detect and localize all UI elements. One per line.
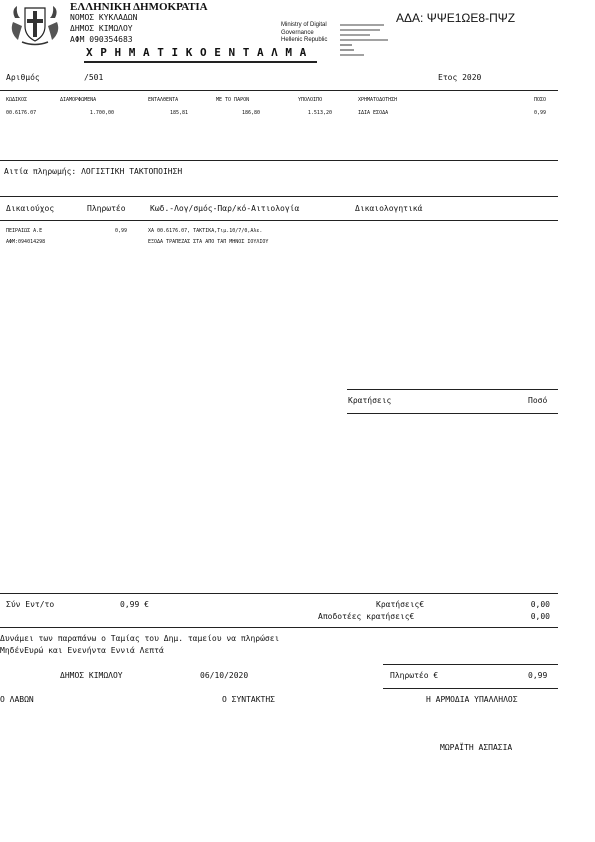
- beneficiary-col-documents: Δικαιολογητικά: [355, 204, 423, 213]
- footer-place: ΔΗΜΟΣ ΚΙΜΩΛΟΥ: [60, 671, 123, 680]
- budget-cell-with-present: 186,80: [241, 110, 260, 116]
- deductions-total-value: 0,00: [530, 600, 550, 609]
- coat-of-arms-emblem: [8, 2, 62, 46]
- number-label: Αριθμός: [6, 73, 40, 82]
- stamp-line-3: Hellenic Republic: [281, 37, 328, 43]
- republic-title: ΕΛΛΗΝΙΚΗ ΔΗΜΟΚΡΑΤΙΑ: [70, 1, 208, 13]
- budget-col-formed: ΔΙΑΜΟΡΦΩΜΕΝΑ: [60, 97, 97, 103]
- deductions-label: Κρατήσεις: [348, 396, 392, 405]
- document-title: Χ Ρ Η Μ Α Τ Ι Κ Ο Ε Ν Τ Α Λ Μ Α: [86, 46, 307, 59]
- budget-col-code: ΚΩΔΙΚΟΣ: [6, 97, 28, 103]
- prefecture-line: ΝΟΜΟΣ ΚΥΚΛΑΔΩΝ: [70, 13, 138, 22]
- beneficiary-header-rule: [0, 220, 558, 221]
- beneficiary-afm: ΑΦΜ:094014298: [6, 239, 46, 245]
- stamp-line-2: Governance: [281, 29, 314, 36]
- beneficiary-description-2: ΕΞΟΔΑ ΤΡΑΠΕΖΑΣ ΣΤΑ ΑΠΟ ΤΑΠ ΜΗΝΟΣ ΙΟΥΛΙΟΥ: [148, 239, 269, 245]
- deductions-bottom-rule: [347, 413, 558, 414]
- budget-cell-formed: 1.700,00: [89, 110, 114, 116]
- budget-cell-ordered: 185,81: [169, 110, 188, 116]
- footer-official: Η ΑΡΜΟΔΙΑ ΥΠΑΛΛΗΛΟΣ: [426, 695, 518, 704]
- footer-payable-value: 0,99: [528, 671, 548, 680]
- ada-code: ΑΔΑ: ΨΨΕ1ΩΕ8-ΠΨΖ: [396, 11, 516, 25]
- beneficiary-table-top-rule: [0, 196, 558, 197]
- beneficiary-description-1: ΧΑ 00.6176.07, ΤΑΚΤΙΚΑ,Τιμ.10/7/0,Αλε.: [148, 228, 263, 234]
- beneficiary-col-payable: Πληρωτέο: [87, 204, 126, 213]
- order-text-line-1: Δυνάμει των παραπάνω ο Ταμίας του Δημ. ταμείου να πληρώσει: [0, 634, 280, 643]
- beneficiary-col-name: Δικαιούχος: [6, 204, 55, 213]
- beneficiary-col-description: Κωδ.-Λογ/σμός-Παρ/κό-Αιτιολογία: [150, 204, 300, 213]
- budget-col-with-present: ΜΕ ΤΟ ΠΑΡΟΝ: [216, 97, 250, 103]
- totals-top-rule: [0, 593, 558, 594]
- budget-table-top-rule: [0, 90, 558, 91]
- reason-top-rule: [0, 160, 558, 161]
- budget-cell-balance: 1.513,20: [307, 110, 332, 116]
- greek-coat-of-arms-icon: [8, 2, 62, 46]
- footer-date: 06/10/2020: [200, 671, 249, 680]
- sum-value: 0,99 €: [120, 600, 149, 609]
- budget-cell-funding: ΙΔΙΑ ΕΣΟΔΑ: [358, 110, 389, 116]
- order-top-rule: [0, 627, 558, 628]
- budget-cell-code: 00.6176.07: [6, 110, 37, 116]
- digital-signature-stamp: [281, 22, 327, 45]
- municipality-line: ΔΗΜΟΣ ΚΙΜΩΛΟΥ: [70, 24, 133, 33]
- year-label: Ετος 2020: [438, 73, 482, 82]
- deductions-top-rule: [347, 389, 558, 390]
- payable-box-bottom-rule: [383, 688, 558, 689]
- remitted-deductions-label: Αποδοτέες κρατήσεις€: [318, 612, 415, 621]
- footer-official-name: ΜΩΡΑΪΤΗ ΑΣΠΑΣΙΑ: [440, 743, 513, 752]
- budget-cell-amount: 0,99: [534, 110, 547, 116]
- budget-col-balance: ΥΠΟΛΟΙΠΟ: [298, 97, 323, 103]
- number-value: /501: [84, 73, 104, 82]
- budget-col-funding: ΧΡΗΜΑΤΟΔΟΤΗΣΗ: [358, 97, 398, 103]
- remitted-deductions-value: 0,00: [530, 612, 550, 621]
- sum-label: Σύν Εντ/το: [6, 600, 55, 609]
- budget-col-amount: ΠΟΣΟ: [534, 97, 547, 103]
- footer-composer: Ο ΣΥΝΤΑΚΤΗΣ: [222, 695, 275, 704]
- payable-box-top-rule: [383, 664, 558, 665]
- deductions-amount-label: Ποσό: [528, 396, 548, 405]
- beneficiary-name: ΠΕΙΡΑΙΩΣ Α.Ε: [6, 228, 43, 234]
- stamp-line-1: Ministry of Digital: [281, 22, 327, 28]
- budget-col-ordered: ΕΝΤΑΛΘΕΝΤΑ: [148, 97, 179, 103]
- afm-line: ΑΦΜ 090354683: [70, 35, 133, 44]
- footer-payable-label: Πληρωτέο €: [390, 671, 439, 680]
- signature-text-scribble-icon: [340, 23, 400, 59]
- beneficiary-payable: 0,99: [115, 228, 128, 234]
- payment-reason: Αιτία πληρωμής: ΛΟΓΙΣΤΙΚΗ ΤΑΚΤΟΠΟΙΗΣΗ: [4, 167, 183, 176]
- title-underline: [84, 61, 317, 63]
- footer-receiver: Ο ΛΑΒΩΝ: [0, 695, 34, 704]
- order-text-line-2: ΜηδένΕυρώ και Ενενήντα Εννιά Λεπτά: [0, 646, 164, 655]
- deductions-total-label: Κρατήσεις€: [376, 600, 425, 609]
- signature-details-blur: [340, 23, 400, 59]
